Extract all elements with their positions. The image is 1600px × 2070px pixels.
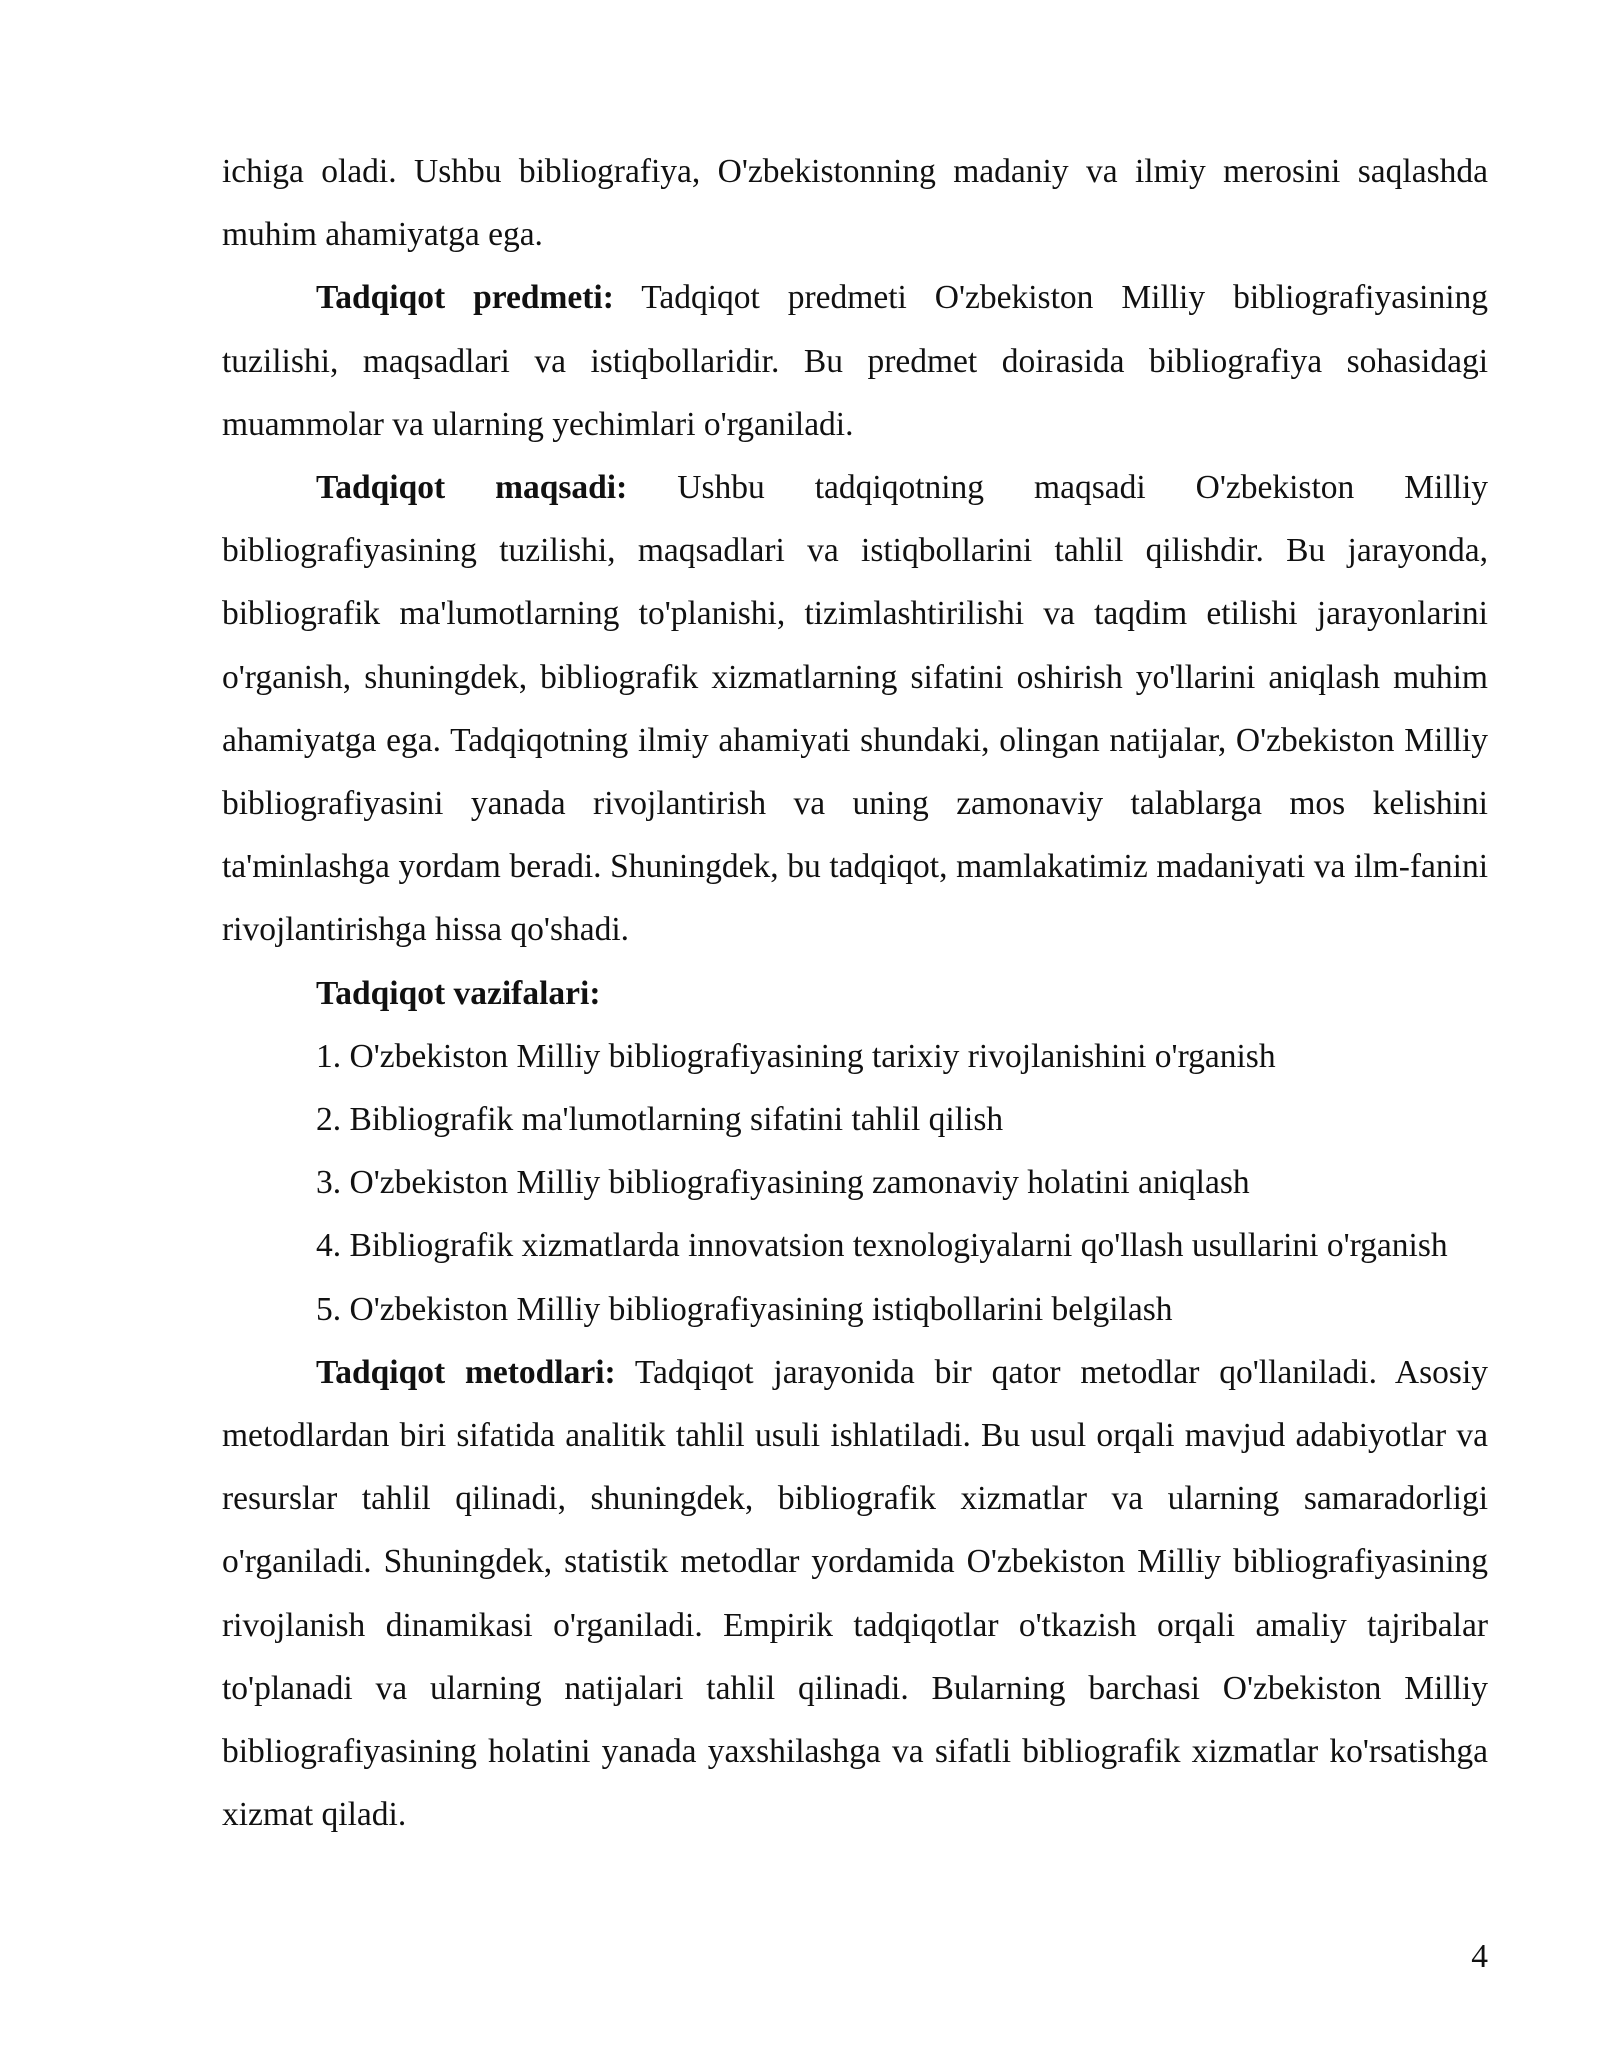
metodlar-paragraph [222,1341,1488,1847]
metodlar-text: Tadqiqot jarayonida bir qator metodlar qo'llaniladi. Asosiy metodlardan biri sifatida analitik tahlil usuli ishlatiladi. Bu usul orqali mavjud adabiyotlar va resurslar tahlil qilinadi, shuningdek, bibliografik xizmatlar va ularning samaradorligi o'rganiladi. Shuningdek, statistik metodlar yordamida O'zbekiston Milliy bibliografiyasining rivojlanish dinamikasi o'rganiladi. Empirik tadqiqotlar o'tkazish orqali amaliy tajribalar to'planadi va ularning natijalari tahlil qilinadi. Bularning barchasi O'zbekiston Milliy bibliografiyasining holatini yanada yaxshilashga va sifatli bibliografik xizmatlar ko'rsatishga xizmat qiladi. [222,1353,1489,1834]
vazifa-list-item: 4. Bibliografik xizmatlarda innovatsion texnologiyalarni qo'llash usullarini o'rganish [316,1227,1448,1265]
vazifa-list-item: 1. O'zbekiston Milliy bibliografiyasining tarixiy rivojlanishini o'rganish [316,1037,1276,1075]
vazifa-list-item: 3. O'zbekiston Milliy bibliografiyasining zamonaviy holatini aniqlash [316,1164,1250,1202]
page-number: 4 [1471,1938,1488,1975]
continuation-paragraph: ichiga oladi. Ushbu bibliografiya, O'zbekistonning madaniy va ilmiy merosini saqlashda muhim ahamiyatga ega. [222,153,1488,254]
predmet-paragraph [222,266,1488,456]
metodlar-heading: Tadqiqot metodlari: [316,1353,616,1391]
vazifa-list-item: 5. O'zbekiston Milliy bibliografiyasining istiqbollarini belgilash [316,1290,1173,1328]
maqsad-heading: Tadqiqot maqsadi: [316,469,628,507]
maqsad-paragraph [222,456,1488,962]
predmet-heading: Tadqiqot predmeti: [316,279,614,317]
vazifalar-heading: Tadqiqot vazifalari: [316,974,601,1012]
vazifalar-heading-paragraph [222,962,1488,1025]
maqsad-text: Ushbu tadqiqotning maqsadi O'zbekiston Milliy bibliografiyasining tuzilishi, maqsadlari va istiqbollarini tahlil qilishdir. Bu jarayonda, bibliografik ma'lumotlarning to'planishi, tizimlashtirilishi va taqdim etilishi jarayonlarini o'rganish, shuningdek, bibliografik xizmatlarning sifatini oshirish yo'llarini aniqlash muhim ahamiyatga ega. Tadqiqotning ilmiy ahamiyati shundaki, olingan natijalar, O'zbekiston Milliy bibliografiyasini yanada rivojlantirish va uning zamonaviy talablarga mos kelishini ta'minlashga yordam beradi. Shuningdek, bu tadqiqot, mamlakatimiz madaniyati va ilm-fanini rivojlantirishga hissa qo'shadi. [222,469,1489,949]
vazifa-list-item: 2. Bibliografik ma'lumotlarning sifatini tahlil qilish [316,1101,1004,1139]
page-body [222,140,1488,1846]
predmet-text: Tadqiqot predmeti O'zbekiston Milliy bibliografiyasining tuzilishi, maqsadlari va istiqbollaridir. Bu predmet doirasida bibliografiya sohasidagi muammolar va ularning yechimlari o'rganiladi. [222,279,1488,443]
